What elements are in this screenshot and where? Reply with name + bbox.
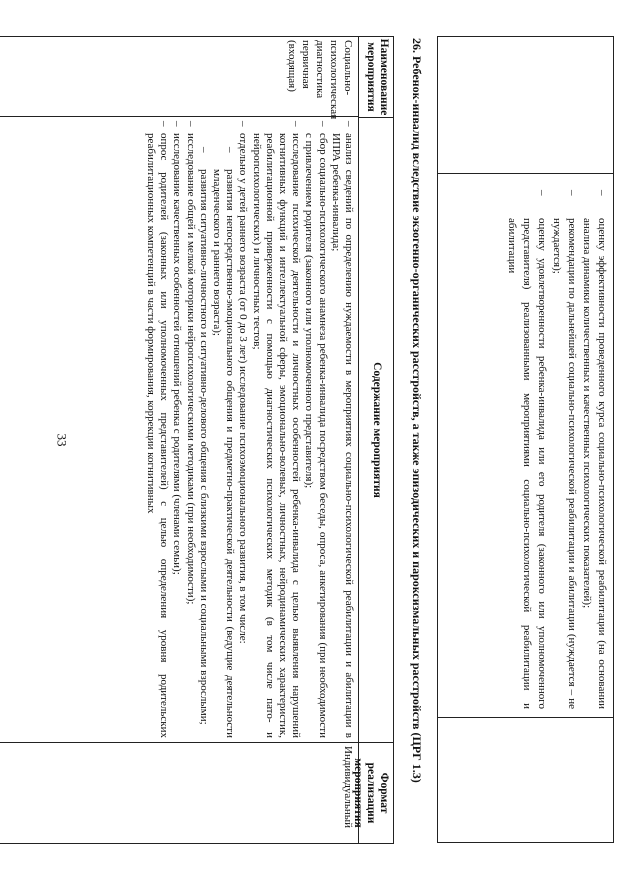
activity-content bbox=[0, 117, 358, 743]
list-text: развития ситуативно-личностного и ситуативно-делового общения с близкими взрослыми и социальными взрослыми; bbox=[197, 169, 210, 725]
list-text: отдельно у детей раннего возраста (от 0 до 3 лет) исследование психоэмоционального развития, в том числе: bbox=[237, 133, 250, 644]
list-item bbox=[183, 121, 196, 738]
continuation-table bbox=[437, 36, 614, 843]
list-dash: – bbox=[290, 121, 303, 127]
list-dash: – bbox=[197, 147, 210, 153]
list-dash: – bbox=[237, 121, 250, 127]
list-text: исследование общей и мелкой моторики нейропсихологическими методиками (при необходимости); bbox=[184, 133, 197, 605]
list-text: сбор социально-психологического анамнеза ребенка-инвалида посредством беседы, опроса, анкетирования (при необходимости с привлечением родителя (законного или уполномоченного представителя); bbox=[303, 133, 329, 738]
list-text: опрос родителей (законных или уполномоченных представителей) с целью определения уровня родительских реабилитационных компетенций в части формирования, коррекции когнитивных bbox=[144, 133, 171, 738]
list-dash: – bbox=[171, 121, 184, 127]
table-header bbox=[352, 37, 393, 843]
page-number: 33 bbox=[54, 433, 70, 447]
list-item: – рекомендации по дальнейшей социально-психологической реабилитации и абилитации (нуждается – не нуждается); bbox=[551, 190, 578, 709]
section-heading: 26. Ребенок-инвалид вследствие экзогенно-органических расстройств, а также эпизодических и пароксизмальных расстройств (ЦРГ 1.3) bbox=[410, 38, 424, 783]
list-text: исследование качественных особенностей отношений ребенка с родителями (членами семьи); bbox=[171, 133, 184, 575]
table-row bbox=[0, 37, 358, 843]
list-item bbox=[170, 121, 183, 738]
list-text: развития непосредственно-эмоционального общения и предметно-практической деятельности (ведущие деятельности младенческого и раннего возраста); bbox=[210, 169, 237, 738]
activity-name: Социально-психологическая диагностика первичная (входящая) bbox=[0, 37, 358, 117]
list-dash: – bbox=[343, 121, 355, 127]
list-dash: – bbox=[184, 121, 197, 127]
list-dash: – bbox=[158, 121, 171, 127]
list-item bbox=[249, 121, 302, 738]
list-text: исследование психической деятельности и личностных особенностей ребенка-инвалида с целью выявления нарушений когнитивных функций и интеллектуальной сферы, эмоционально-волевых, личностных, нейродинамических характеристик, реабилитационной приверженности с помощью диагностических психологических методик (в том числе пато- и нейропсихологических) и личностных тестов; bbox=[250, 133, 303, 738]
activity-format: Индивидуальный bbox=[342, 746, 354, 828]
continuation-format-cell bbox=[438, 718, 613, 842]
list-item: – оценку эффективности проведенного курса социально-психологической реабилитации (на основании анализа динамики количественных и качественных психологических показателей); bbox=[581, 190, 608, 709]
list-item bbox=[210, 121, 236, 738]
continuation-name-cell bbox=[438, 37, 613, 174]
activities-table bbox=[0, 36, 394, 844]
list-item bbox=[144, 121, 170, 738]
header-content: Содержание мероприятия bbox=[359, 118, 393, 743]
list-text: анализ сведений по определению нуждаемости в мероприятиях социально-психологической реабилитации и абилитации в ИПРА ребенка-инвалида; bbox=[329, 133, 355, 738]
list-item bbox=[329, 121, 355, 738]
continuation-content-cell bbox=[438, 174, 613, 718]
header-name: Наименование мероприятия bbox=[359, 37, 393, 118]
header-format: Формат реализации мероприятия bbox=[352, 758, 390, 828]
list-dash: – bbox=[316, 121, 329, 127]
list-item bbox=[236, 121, 249, 738]
list-item bbox=[197, 121, 210, 738]
list-item bbox=[302, 121, 328, 738]
list-item: – оценку удовлетворенности ребенка-инвалида или его родителя (законного или уполномоченного представителя) реализованными мероприятиями социально-психологической реабилитации и абилитации bbox=[506, 190, 548, 709]
list-dash: – bbox=[224, 147, 237, 153]
